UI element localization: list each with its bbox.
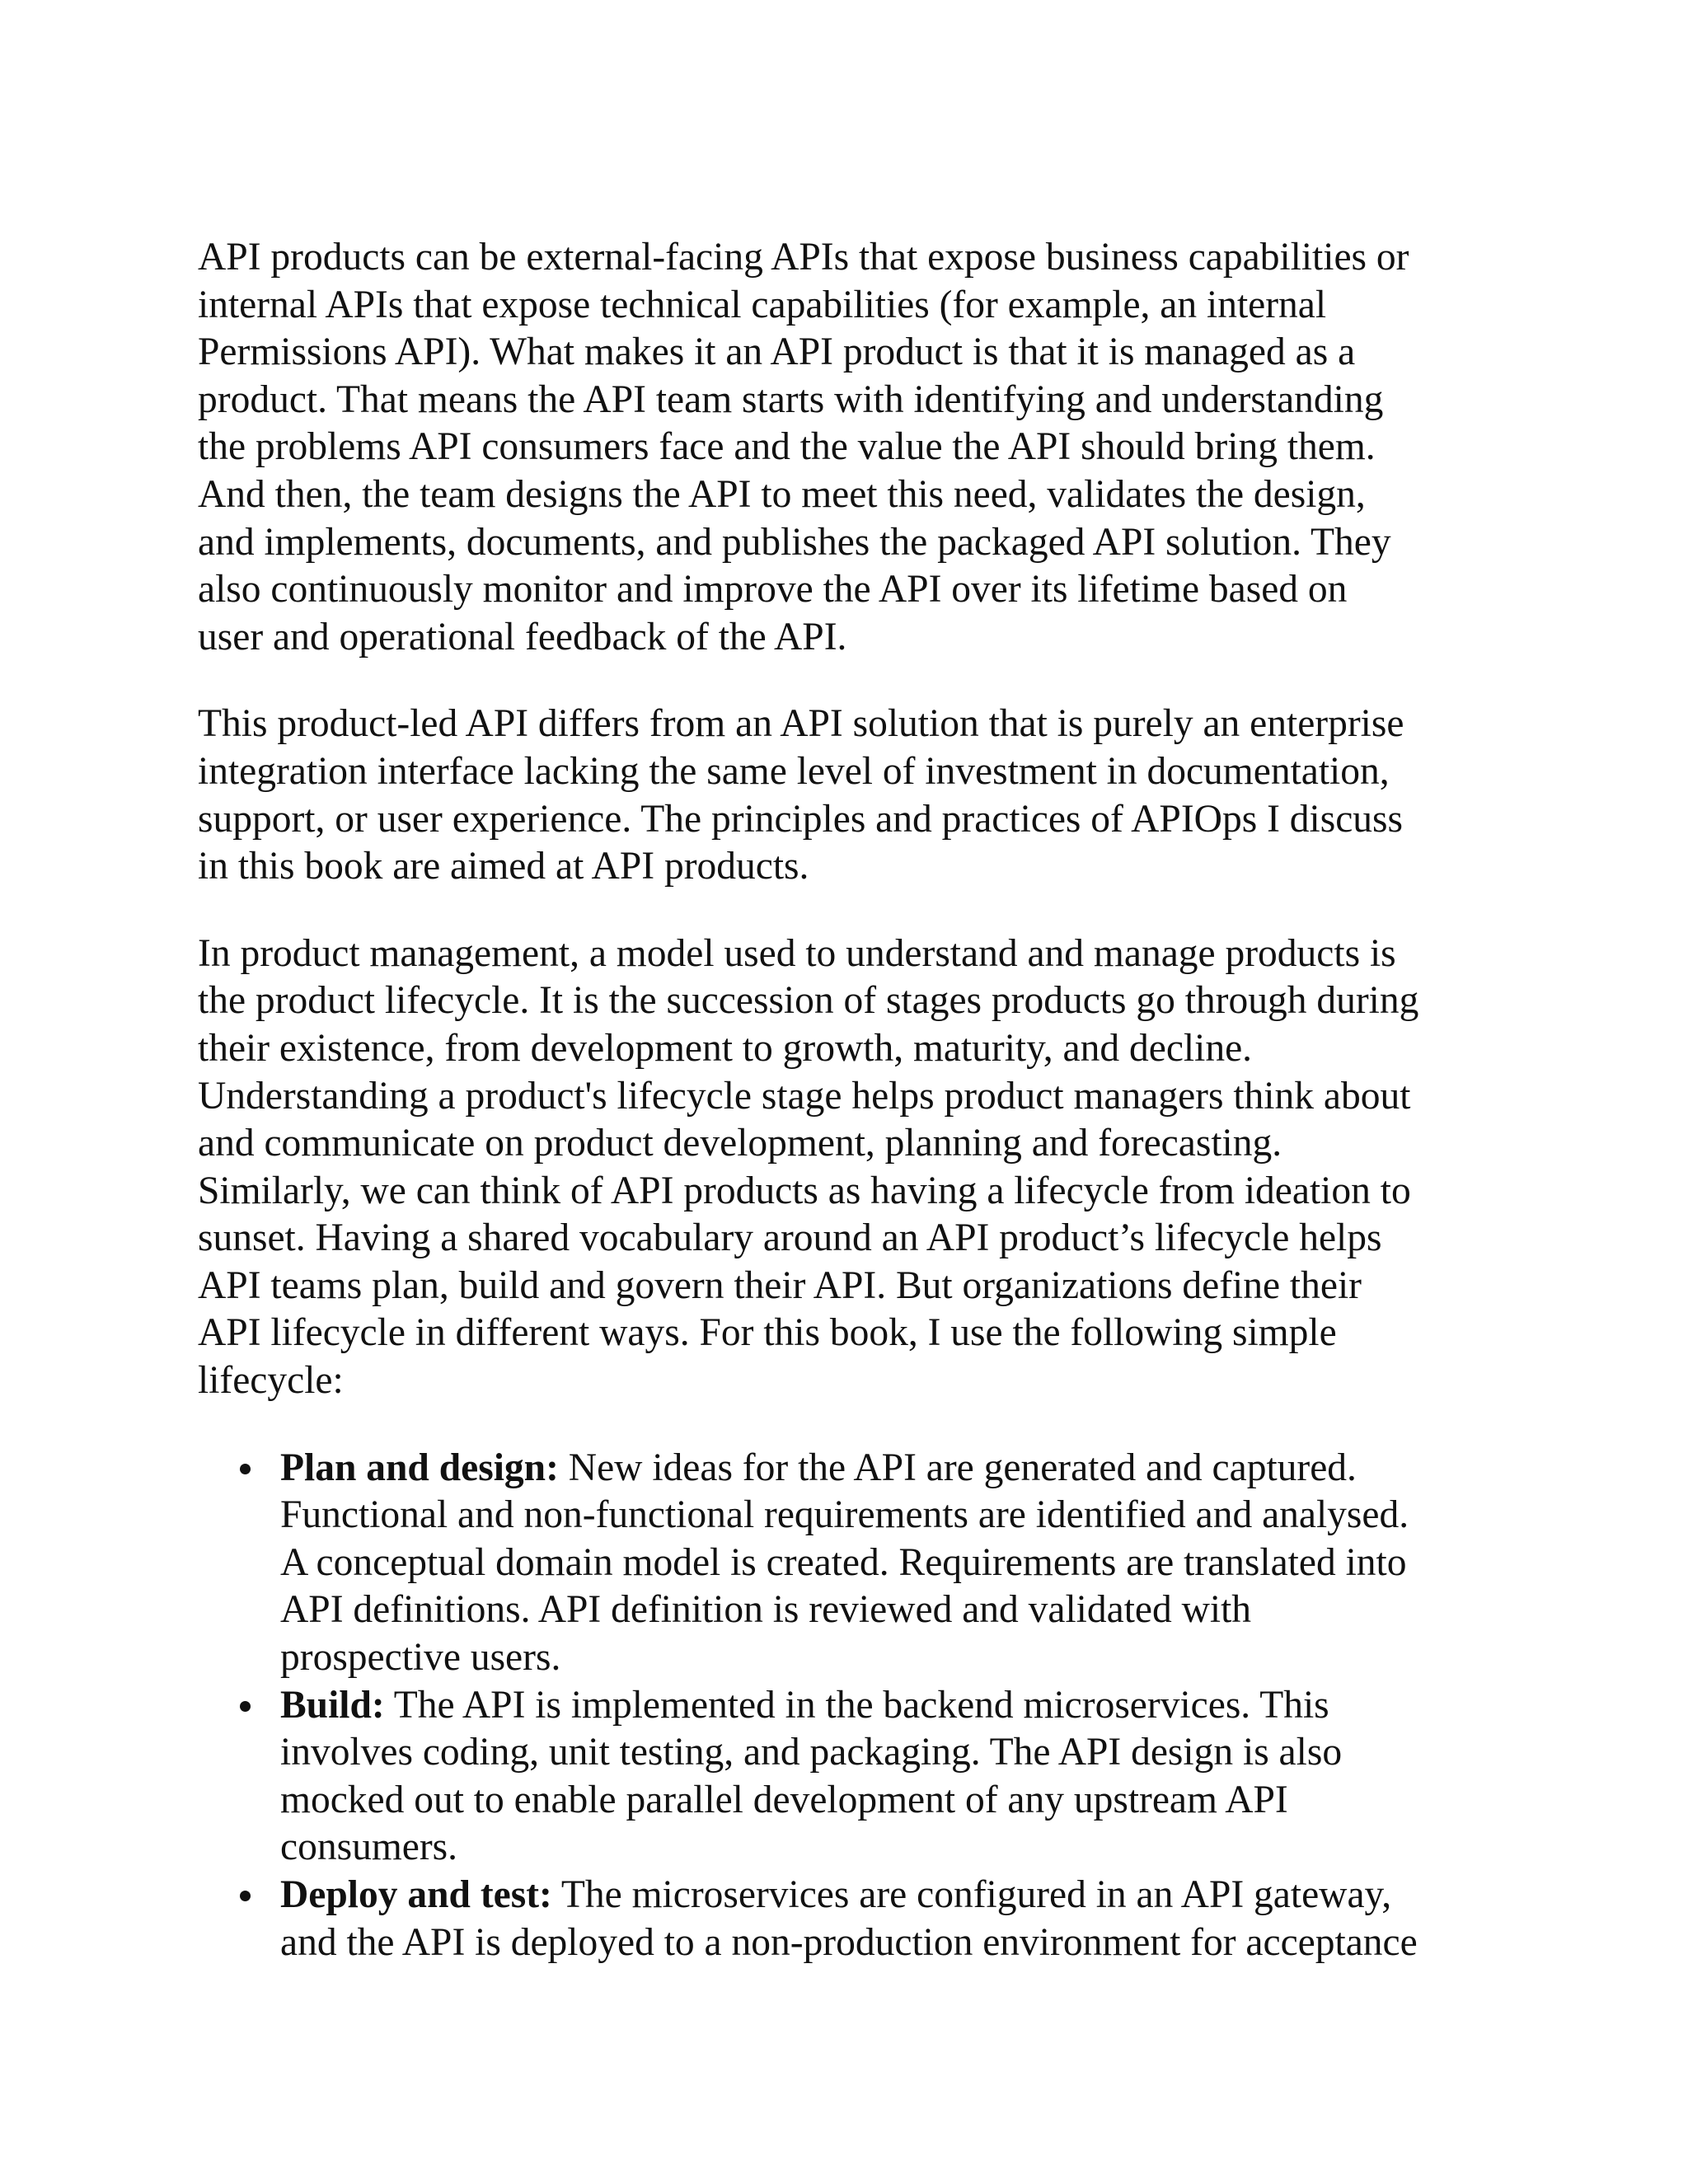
item-text: The API is implemented in the backend microservices. This involves coding, unit testing, and packaging. The API design is also mocked out to enable parallel development of any upstream API consumers.	[280, 1683, 1343, 1869]
list-item	[198, 1445, 1500, 1682]
bullet-icon	[240, 1464, 251, 1474]
item-text: The microservices are configured in an API gateway, and the API is deployed to a non-production environment for acceptance	[280, 1873, 1418, 1964]
item-text: New ideas for the API are generated and captured. Functional and non-functional requirements are identified and analysed. A conceptual domain model is created. Requirements are translated into API definitions. API definition is reviewed and validated with prospective users.	[280, 1446, 1409, 1680]
list-item	[198, 1682, 1500, 1872]
list-item	[198, 1872, 1500, 1966]
lifecycle-list	[198, 1445, 1500, 1967]
item-lead: Deploy and test:	[280, 1873, 552, 1916]
paragraph-product-led-api: This product-led API differs from an API solution that is purely an enterprise integration interface lacking the same level of investment in documentation, support, or user experience. The principles and practices of APIOps I discuss in this book are aimed at API products.	[198, 702, 1404, 888]
paragraph-product-lifecycle: In product management, a model used to understand and manage products is the product lifecycle. It is the succession of stages products go through during their existence, from development to growth, maturity, and decline. Understanding a product's lifecycle stage helps product managers think about and communicate on product development, planning and forecasting. Similarly, we can think of API products as having a lifecycle from ideation to sunset. Having a shared vocabulary around an API product’s lifecycle helps API teams plan, build and govern their API. But organizations define their API lifecycle in different ways. For this book, I use the following simple lifecycle:	[198, 931, 1419, 1403]
item-lead: Build:	[280, 1683, 385, 1727]
document-body	[198, 234, 1500, 1966]
bullet-icon	[240, 1891, 251, 1901]
bullet-icon	[240, 1701, 251, 1712]
paragraph-api-products: API products can be external-facing APIs that expose business capabilities or internal APIs that expose technical capabilities (for example, an internal Permissions API). What makes it an API product is that it is managed as a product. That means the API team starts with identifying and understanding the problems API consumers face and the value the API should bring them. And then, the team designs the API to meet this need, validates the design, and implements, documents, and publishes the packaged API solution. They also continuously monitor and improve the API over its lifetime based on user and operational feedback of the API.	[198, 236, 1409, 658]
item-lead: Plan and design:	[280, 1446, 559, 1489]
